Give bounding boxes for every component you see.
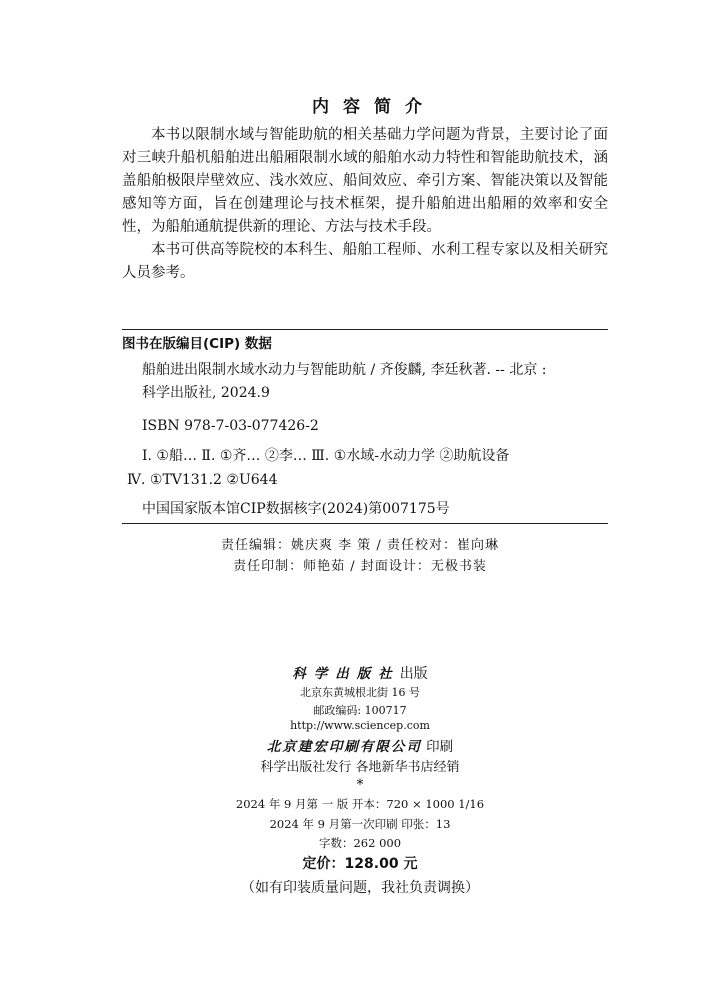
cip-classification-line: Ⅰ. ①船… Ⅱ. ①齐… ②李… Ⅲ. ①水域-水动力学 ②助航设备 (142, 448, 510, 464)
printing-line: 2024 年 9 月第一次印刷 印张：13 (269, 817, 451, 831)
cip-description-line: 科学出版社, 2024.9 (142, 385, 270, 401)
cip-description-line: 船舶进出限制水域水动力与智能助航 / 齐俊麟, 李廷秋著. -- 北京 : (142, 362, 547, 378)
word-count: 字数：262 000 (318, 836, 402, 850)
cip-verification: 中国国家版本馆CIP数据核字(2024)第007175号 (142, 501, 450, 517)
printer-logo: 北京建宏印刷有限公司 (266, 739, 422, 755)
intro-paragraph: 本书可供高等院校的本科生、船舶工程师、水利工程专家以及相关研究人员参考。 (122, 242, 608, 281)
production-credits: 责任印制：师艳茹 / 封面设计：无极书装 (233, 559, 487, 574)
publisher-postcode: 邮政编码: 100717 (313, 704, 407, 717)
printer-suffix: 印刷 (421, 739, 454, 755)
intro-paragraph: 本书以限制水域与智能助航的相关基础力学问题为背景，主要讨论了面对三峡升船机船舶进出船厢限制水域的船舶水动力特性和智能助航技术，涵盖船舶极限岸壁效应、浅水效应、船间效应、牵引方案、智能决策以及智能感知等方面，旨在创建理论与技术框架，提升船舶进出船厢的效率和安全性，为船舶通航提供新的理论、方法与技术手段。 (122, 127, 608, 235)
publisher-url: http://www.sciencep.com (290, 719, 430, 732)
page-title: 内容简介 (312, 97, 436, 117)
publisher-suffix: 出版 (399, 666, 428, 682)
cip-isbn: ISBN 978-7-03-077426-2 (142, 418, 319, 434)
price: 定价：128.00 元 (302, 856, 418, 872)
edition-line: 2024 年 9 月第 一 版 开本：720 × 1000 1/16 (235, 797, 485, 811)
editor-credits: 责任编辑：姚庆爽 李 策 / 责任校对：崔向琳 (221, 538, 499, 553)
cip-block (122, 333, 608, 517)
divider-top (122, 329, 608, 330)
publisher-line (0, 662, 720, 683)
printer-line (0, 735, 720, 755)
publisher-logo: 科学出版社 (292, 666, 400, 682)
separator-star: * (356, 777, 364, 793)
publisher-address: 北京东黄城根北街 16 号 (300, 686, 420, 699)
distribution-line: 科学出版社发行 各地新华书店经销 (260, 760, 460, 775)
quality-notice: （如有印装质量问题，我社负责调换） (241, 880, 479, 896)
cip-title: 图书在版编目(CIP) 数据 (122, 336, 272, 352)
intro-text (122, 124, 608, 285)
divider-bottom (122, 523, 608, 524)
cip-classification-line: Ⅳ. ①TV131.2 ②U644 (127, 472, 278, 488)
